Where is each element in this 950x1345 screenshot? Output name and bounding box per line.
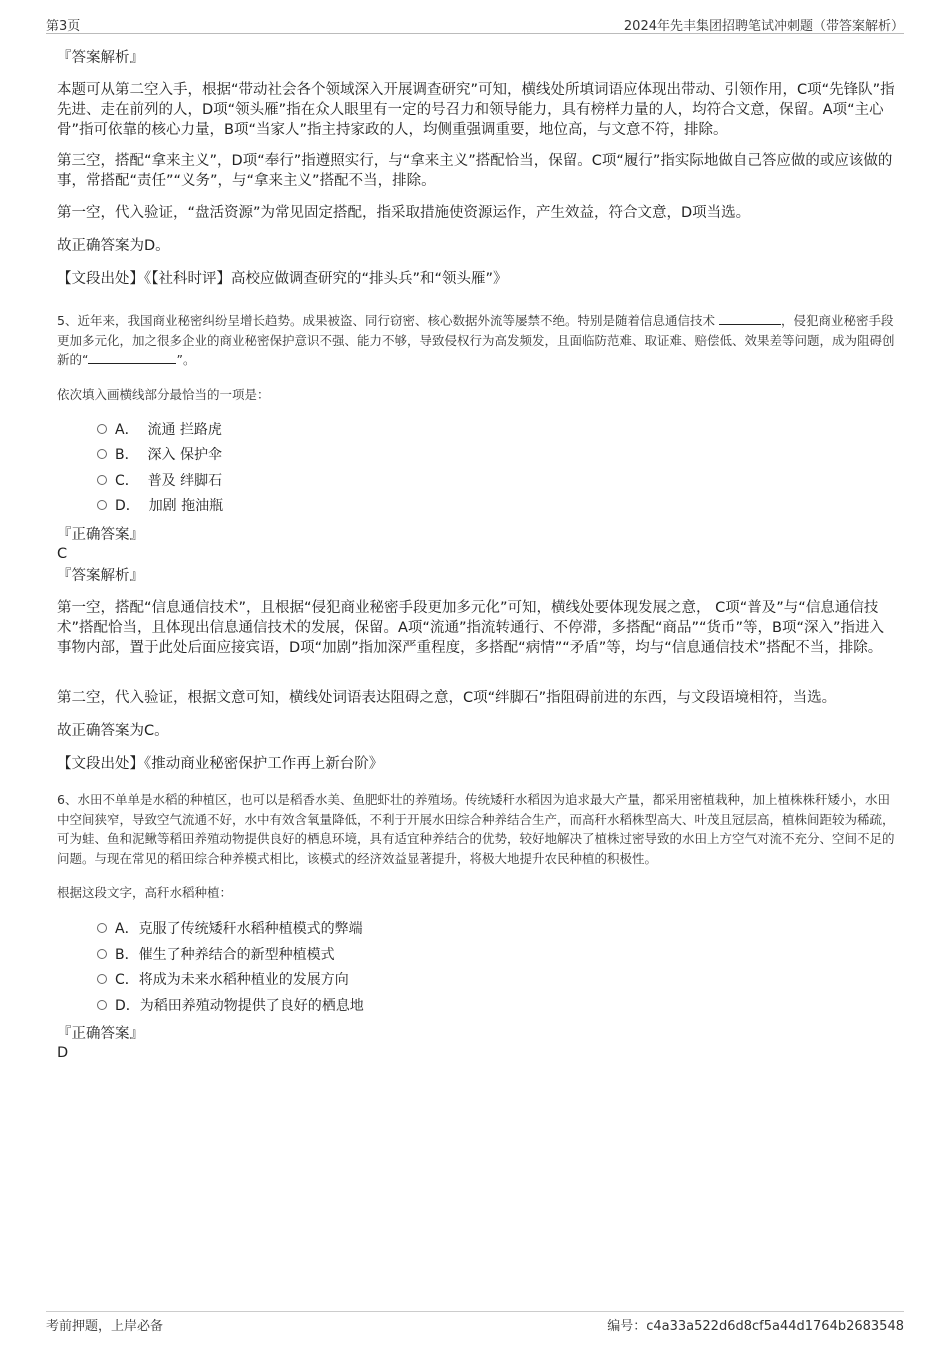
- radio-icon[interactable]: [97, 500, 107, 510]
- radio-icon[interactable]: [97, 424, 107, 434]
- q5-answer: C: [57, 546, 68, 562]
- radio-icon[interactable]: [97, 475, 107, 485]
- q6-option-b[interactable]: [97, 946, 335, 964]
- q5-stem-part: ”。: [176, 352, 196, 367]
- q5-option-d[interactable]: [97, 497, 223, 515]
- q4-analysis-label: 『答案解析』: [57, 50, 144, 66]
- q5-option-c[interactable]: [97, 472, 222, 490]
- page-header: [46, 13, 904, 34]
- option-text: 加剧 拖油瓶: [148, 498, 224, 514]
- q5-stem-part: ，侵犯商业: [780, 313, 844, 328]
- footer-slogan: 考前押题，上岸必备: [46, 1319, 164, 1334]
- q5-analysis-p2: 第二空，代入验证，根据文意可知，横线处词语表达阻碍之意，C项“绊脚石”指阻碍前进的东西，与文段语境相符，当选。: [57, 690, 837, 706]
- radio-icon[interactable]: [97, 923, 107, 933]
- q5-stem-part: 等问题，成为阻碍创新的“: [57, 332, 895, 367]
- option-text: 普及 绊脚石: [147, 473, 223, 489]
- q4-analysis-p1: 本题可从第二空入手，根据“带动社会各个领域深入开展调查研究”可知，横线处所填词语应体现出带动、引领作用，C项“先锋队”指先进、走在前列的人，D项“领头雁”指在众人眼里有一定的号召力和领导能力，具有榜样力量的人，均符合文意，保留。A项“主心骨”指可依靠的核心力量，B项“当家人”指主持家政的人，均侧重强调重要，地位高，与文意不符，排除。: [57, 82, 895, 138]
- option-text: 流通 拦路虎: [147, 422, 222, 438]
- q5-option-b[interactable]: [97, 446, 222, 464]
- option-key: A．: [115, 921, 139, 937]
- radio-icon[interactable]: [97, 949, 107, 959]
- q5-prompt: 依次填入画横线部分最恰当的一项是：: [57, 387, 270, 402]
- radio-icon[interactable]: [97, 449, 107, 459]
- document-code: 编号：c4a33a522d6d8cf5a44d1764b2683548: [607, 1319, 904, 1334]
- radio-icon[interactable]: [97, 974, 107, 984]
- option-key: A．: [115, 422, 139, 438]
- q6-answer-label: 『正确答案』: [57, 1026, 144, 1042]
- option-text: 将成为未来水稻种植业的发展方向: [138, 972, 349, 988]
- q6-option-c[interactable]: [97, 971, 349, 989]
- document-title: 2024年先丰集团招聘笔试冲刺题（带答案解析）: [623, 19, 904, 34]
- page-footer: [46, 1311, 904, 1334]
- option-text: 催生了种养结合的新型种植模式: [138, 947, 335, 963]
- q5-stem-part: 5、近年来，我国商业秘密纠纷呈增长趋势。成果被盗、同行窃密、核心数据外流等屡禁不绝。特别是随着信息通信技术: [57, 313, 715, 328]
- option-text: 为稻田养殖动物提供了良好的栖息地: [139, 998, 364, 1014]
- option-key: D．: [115, 498, 140, 514]
- option-key: D．: [115, 998, 140, 1014]
- q5-option-a[interactable]: [97, 421, 222, 439]
- option-text: 克服了传统矮秆水稻种植模式的弊端: [138, 921, 363, 937]
- q5-analysis-label: 『答案解析』: [57, 568, 144, 584]
- option-key: B．: [115, 947, 139, 963]
- fill-blank-1: [719, 312, 781, 325]
- fill-blank-2: [88, 351, 176, 364]
- option-key: B．: [115, 447, 139, 463]
- q5-answer-label: 『正确答案』: [57, 527, 144, 543]
- q6-stem: 6、水田不单单是水稻的种植区，也可以是稻香水美、鱼肥虾壮的养殖场。传统矮秆水稻因为追求最大产量，都采用密植栽种，加上植株株秆矮小，水田中空间狭窄，导致空气流通不好，水中有效含氧量降低，不利于开展水田综合种养结合生产，而高秆水稻株型高大、叶茂且冠层高，植株间距较为稀疏，可为蛙、鱼和泥鳅等稻田养殖动物提供良好的栖息环境，具有适宜种养结合的优势，较好地解决了植株过密导致的水田上方空气对流不充分、空间不足的问题。与现在常见的稻田综合种养模式相比，该模式的经济效益显著提升，将极大地提升农民种植的积极性。: [57, 792, 895, 866]
- q6-prompt: 根据这段文字，高秆水稻种植：: [57, 885, 233, 900]
- q6-option-a[interactable]: [97, 920, 363, 938]
- q5-stem: [57, 311, 895, 370]
- page-number: 第3页: [46, 19, 81, 34]
- q4-analysis-p3: 第一空，代入验证，“盘活资源”为常见固定搭配，指采取措施使资源运作，产生效益，符合文意，D项当选。: [57, 205, 751, 221]
- option-text: 深入 保护伞: [147, 447, 222, 463]
- option-key: C．: [115, 473, 139, 489]
- q4-source: 【文段出处】《【社科时评】高校应做调查研究的“排头兵”和“领头雁”》: [57, 271, 508, 287]
- q5-stem-part: 秘密手段更加多元化，加之很多企业的商业秘密保护意识不强、能力不够，导致侵权行为高发频发，且面临防范难、取证难、赔偿低、效果差: [57, 313, 894, 348]
- q5-source: 【文段出处】《推动商业秘密保护工作再上新台阶》: [57, 756, 384, 772]
- option-key: C．: [115, 972, 139, 988]
- q5-answer-summary: 故正确答案为C。: [57, 723, 169, 739]
- q6-option-d[interactable]: [97, 997, 364, 1015]
- q5-analysis-p1: 第一空，搭配“信息通信技术”，且根据“侵犯商业秘密手段更加多元化”可知，横线处要体现发展之意， C项“普及”与“信息通信技术”搭配恰当，且体现出信息通信技术的发展，保留。A项“流通”指流转通行、不停滞，多搭配“商品”“货币”等，B项“深入”指进入事物内部，置于此处后面应接宾语，D项“加剧”指加深严重程度，多搭配“病情”“矛盾”等，均与“信息通信技术”搭配不当，排除。: [57, 600, 884, 656]
- q4-analysis-p2: 第三空，搭配“拿来主义”，D项“奉行”指遵照实行，与“拿来主义”搭配恰当，保留。C项“履行”指实际地做自己答应做的或应该做的事，常搭配“责任”“义务”，与“拿来主义”搭配不当，排除。: [57, 153, 893, 189]
- q6-answer: D: [57, 1045, 69, 1061]
- q4-answer-summary: 故正确答案为D。: [57, 238, 170, 254]
- radio-icon[interactable]: [97, 1000, 107, 1010]
